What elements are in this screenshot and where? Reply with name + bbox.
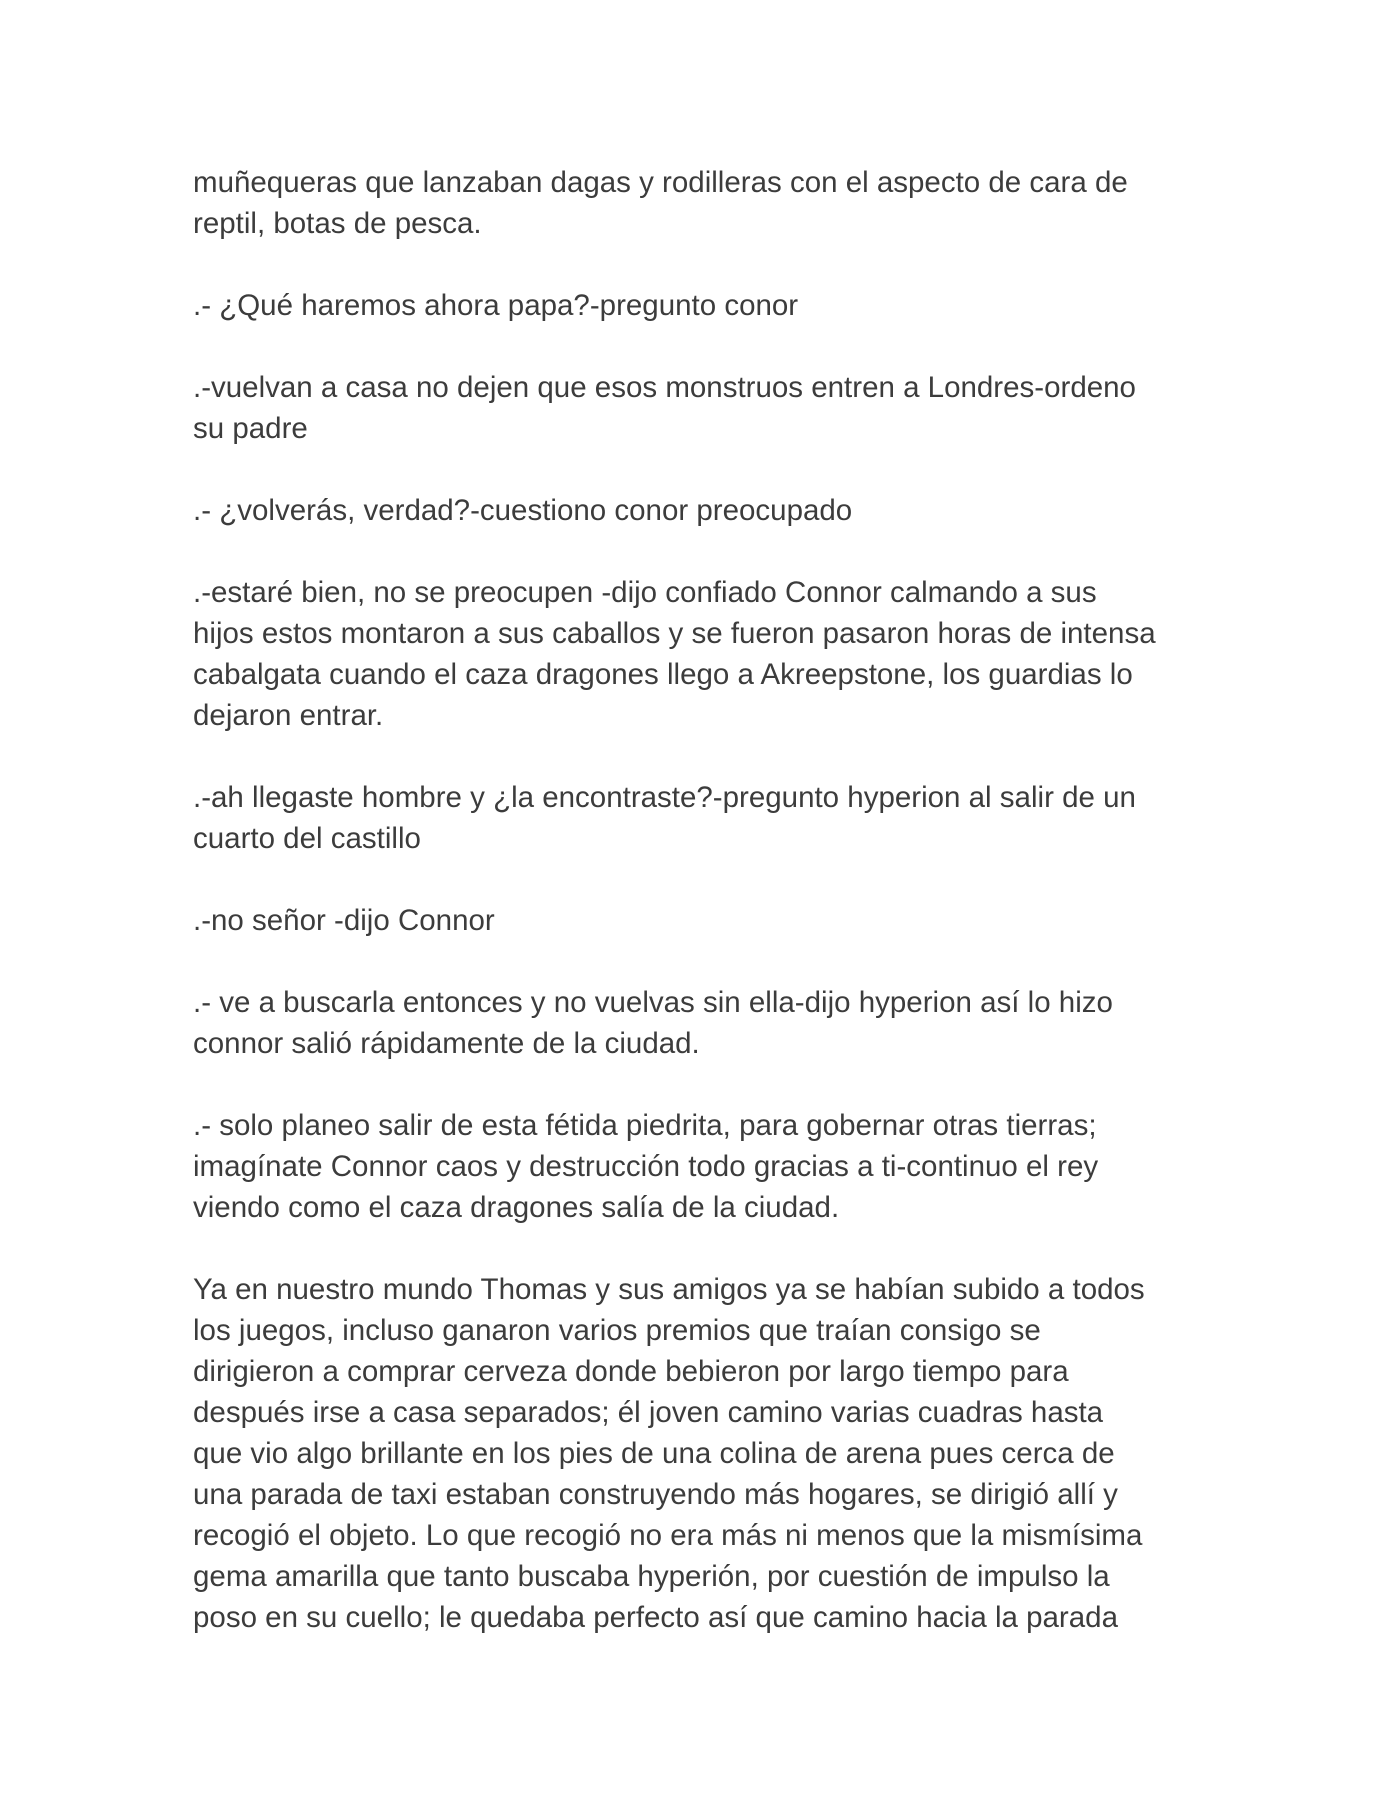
paragraph: .-ah llegaste hombre y ¿la encontraste?-pregunto hyperion al salir de un cuarto del castillo: [193, 781, 1136, 855]
document-text-body: [193, 162, 1223, 1638]
paragraph: muñequeras que lanzaban dagas y rodilleras con el aspecto de cara de reptil, botas de pesca.: [193, 166, 1128, 240]
paragraph: .-no señor -dijo Connor: [193, 904, 495, 937]
paragraph: .- ¿Qué haremos ahora papa?-pregunto conor: [193, 289, 799, 322]
paragraph: Ya en nuestro mundo Thomas y sus amigos ya se habían subido a todos los juegos, incluso ganaron varios premios que traían consigo se dirigieron a comprar cerveza donde bebieron por largo tiempo para después irse a casa separados; él joven camino varias cuadras hasta que vio algo brillante en los pies de una colina de arena pues cerca de una parada de taxi estaban construyendo más hogares, se dirigió allí y recogió el objeto. Lo que recogió no era más ni menos que la mismísima gema amarilla que tanto buscaba hyperión, por cuestión de impulso la poso en su cuello; le quedaba perfecto así que camino hacia la parada: [193, 1273, 1145, 1634]
paragraph: .- solo planeo salir de esta fétida piedrita, para gobernar otras tierras; imagínate Connor caos y destrucción todo gracias a ti-continuo el rey viendo como el caza dragones salía de la ciudad.: [193, 1109, 1099, 1224]
paragraph: .- ¿volverás, verdad?-cuestiono conor preocupado: [193, 494, 853, 527]
paragraph: .-estaré bien, no se preocupen -dijo confiado Connor calmando a sus hijos estos montaron a sus caballos y se fueron pasaron horas de intensa cabalgata cuando el caza dragones llego a Akreepstone, los guardias lo dejaron entrar.: [193, 576, 1156, 732]
paragraph: .-vuelvan a casa no dejen que esos monstruos entren a Londres-ordeno su padre: [193, 371, 1136, 445]
paragraph: .- ve a buscarla entonces y no vuelvas sin ella-dijo hyperion así lo hizo connor salió rápidamente de la ciudad.: [193, 986, 1113, 1060]
